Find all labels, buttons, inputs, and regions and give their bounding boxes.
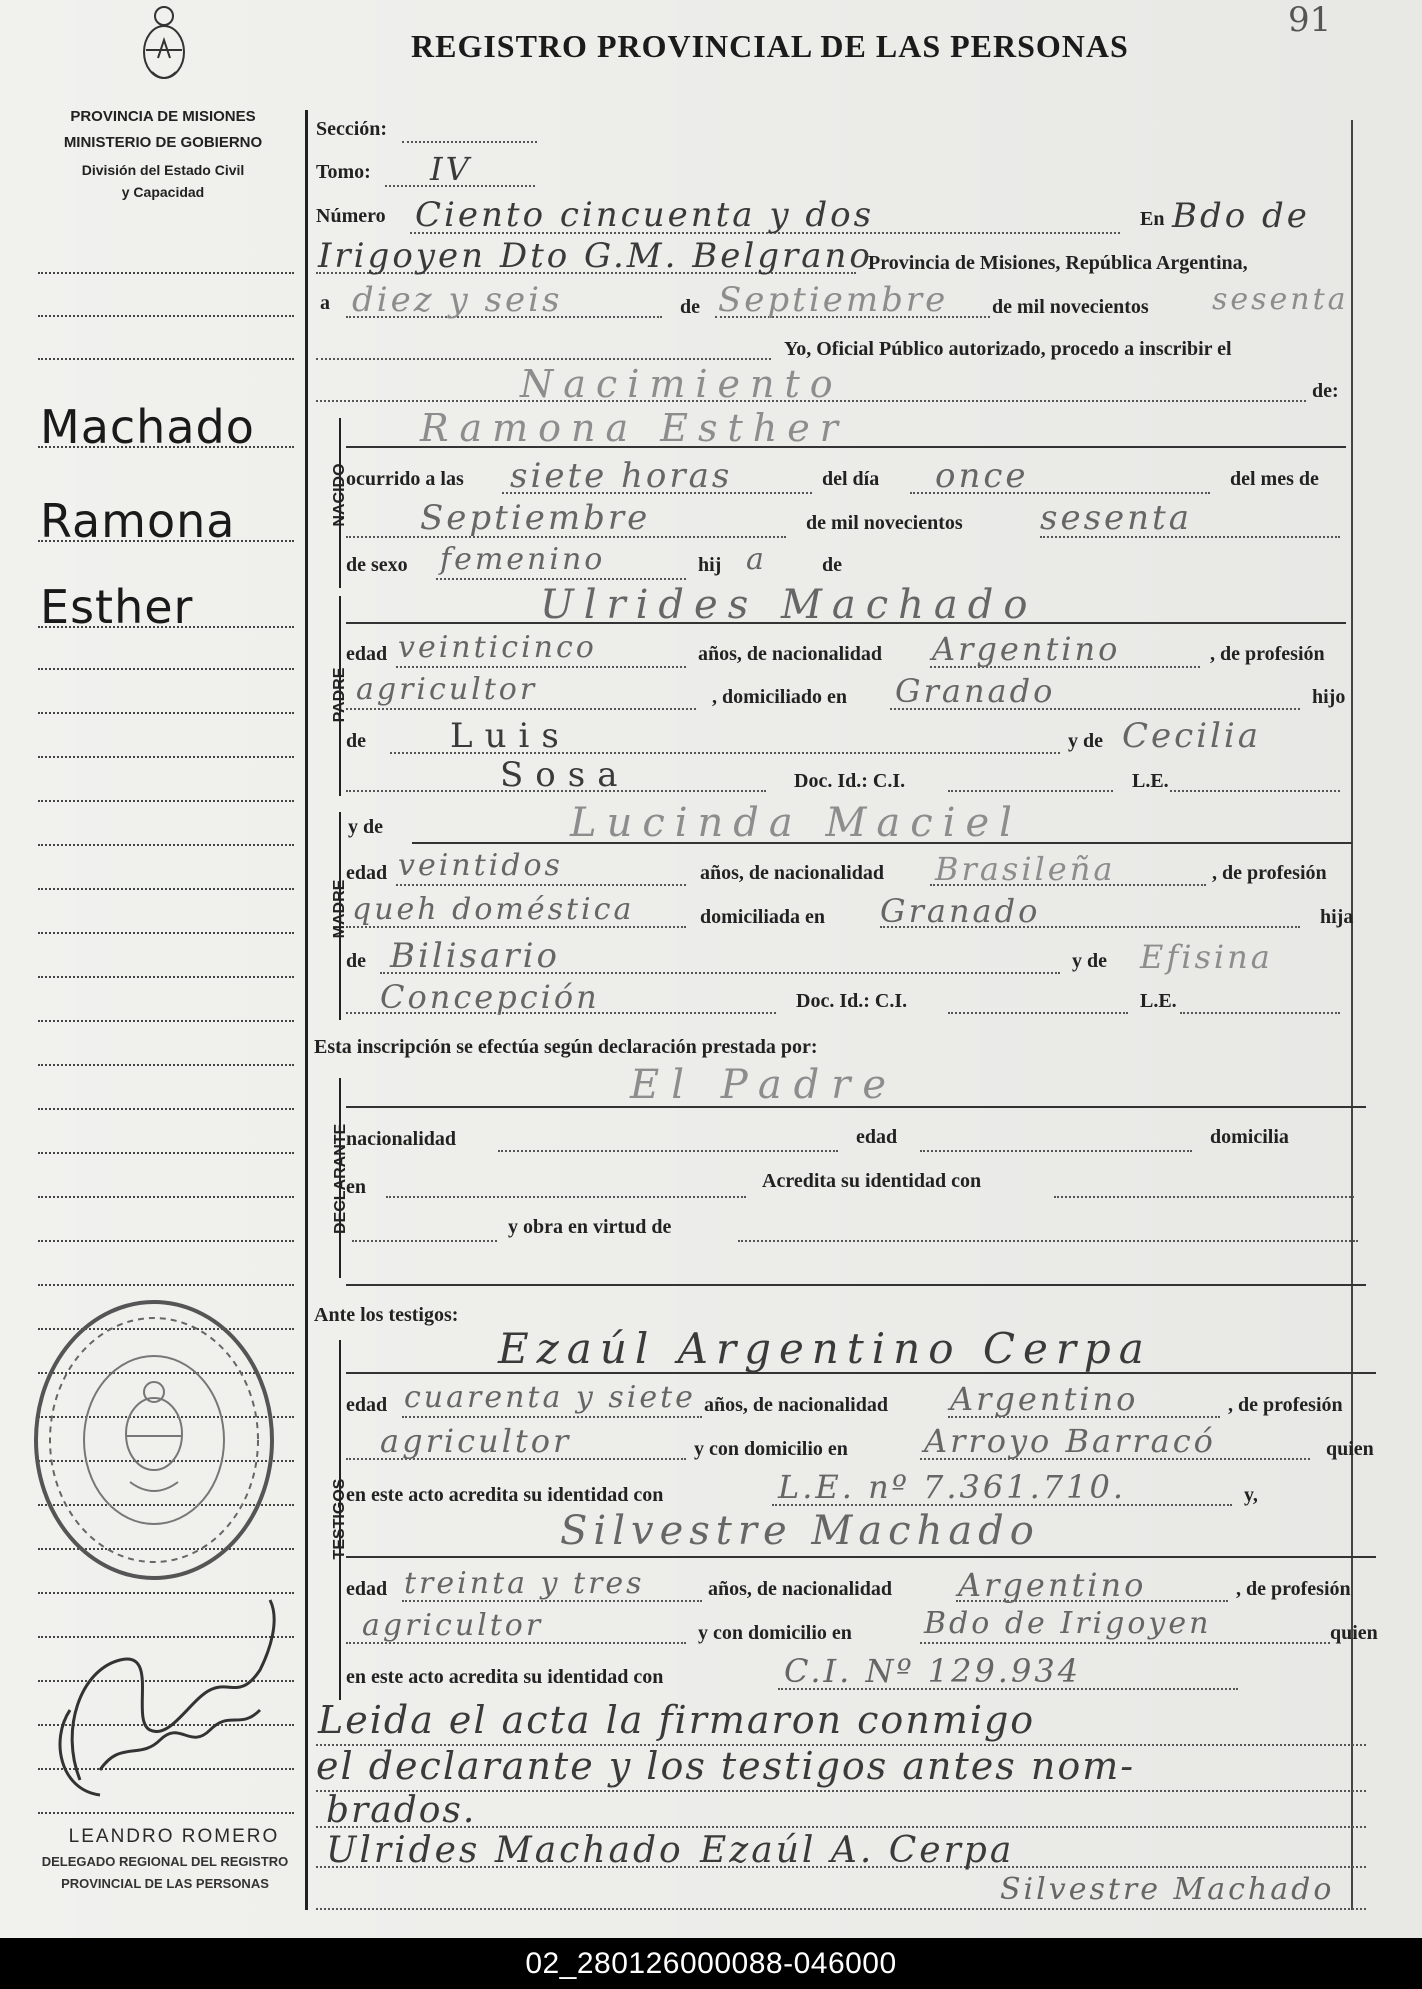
witness1-domicile-label: y con domicilio en xyxy=(694,1438,848,1460)
father-father-value: Luis xyxy=(450,716,571,756)
sex-value: femenino xyxy=(440,542,606,577)
margin-surname: Machado xyxy=(40,400,255,454)
father-name-value: Ulrides Machado xyxy=(540,582,1038,628)
witness2-age-value: treinta y tres xyxy=(404,1566,645,1601)
witness1-domicile-value: Arroyo Barracó xyxy=(924,1422,1216,1460)
witness1-age-value: cuarenta y siete xyxy=(404,1380,696,1415)
declarante-section-label: DECLARANTE xyxy=(332,1123,349,1234)
en-label: En xyxy=(1140,208,1165,230)
declarant-en-label: en xyxy=(346,1176,366,1198)
mother-y-de-label: y de xyxy=(348,816,383,838)
father-nationality-value: Argentino xyxy=(932,630,1121,668)
witness1-name-value: Ezaúl Argentino Cerpa xyxy=(498,1324,1152,1373)
mother-age-value: veintidos xyxy=(398,848,563,883)
declarant-value: El Padre xyxy=(630,1062,899,1108)
seccion-label: Sección: xyxy=(316,118,388,140)
closing-line-2: el declarante y los testigos antes nom- xyxy=(316,1744,1136,1788)
witness1-id-value: L.E. nº 7.361.710. xyxy=(778,1468,1126,1506)
declarant-nationality-label: nacionalidad xyxy=(346,1128,457,1150)
locality-value-2: Irigoyen Dto G.M. Belgrano xyxy=(318,236,873,276)
division-label-2: y Capacidad xyxy=(121,184,205,200)
father-nationality-label: años, de nacionalidad xyxy=(698,643,882,665)
witness2-profession-value: agricultor xyxy=(362,1608,544,1643)
father-y-de-label: y de xyxy=(1068,730,1103,752)
witness2-domicile-value: Bdo de Irigoyen xyxy=(924,1606,1212,1641)
officer-statement: Yo, Oficial Público autorizado, procedo a inscribir el xyxy=(784,338,1232,360)
father-mother-value: Cecilia xyxy=(1122,716,1262,756)
hij-label: hij xyxy=(698,554,722,576)
witness-y-label: y, xyxy=(1244,1484,1258,1506)
declarant-domicile-label: domicilia xyxy=(1210,1126,1289,1148)
mother-domicile-value: Granado xyxy=(880,892,1041,930)
de-label-2: de: xyxy=(1312,380,1339,402)
father-mother-surname-value: Sosa xyxy=(500,755,630,795)
margin-second-name: Esther xyxy=(40,580,194,634)
mother-doc-label: Doc. Id.: C.I. xyxy=(796,990,908,1012)
child-name-value: Ramona Esther xyxy=(420,406,848,450)
day-value: diez y seis xyxy=(352,280,563,320)
ministry-label: MINISTERIO DE GOBIERNO xyxy=(63,134,263,151)
file-id-text: 02_280126000088-046000 xyxy=(525,1947,897,1980)
division-label: División del Estado Civil xyxy=(81,162,245,178)
witness1-identity-label: en este acto acredita su identidad con xyxy=(346,1484,664,1506)
witness2-signature: Silvestre Machado xyxy=(1000,1872,1335,1907)
mother-domicile-label: domiciliada en xyxy=(700,906,826,928)
father-doc-label: Doc. Id.: C.I. xyxy=(794,770,906,792)
father-domicile-value: Granado xyxy=(895,672,1056,710)
father-age-value: veinticinco xyxy=(398,630,597,665)
closing-line-1: Leida el acta la firmaron conmigo xyxy=(318,1698,1036,1742)
mother-mother-surname-value: Concepción xyxy=(380,978,600,1016)
ocurrido-label: ocurrido a las xyxy=(346,468,464,490)
declarant-acredita-label: Acredita su identidad con xyxy=(762,1170,982,1192)
official-seal-icon xyxy=(30,1296,278,1584)
coat-of-arms-icon xyxy=(138,2,190,88)
father-de-label: de xyxy=(346,730,366,752)
witness2-quien-label: quien xyxy=(1330,1622,1378,1644)
witnesses-intro: Ante los testigos: xyxy=(314,1304,459,1326)
mother-hija-label: hija xyxy=(1320,906,1354,928)
closing-line-3: brados. xyxy=(326,1790,477,1831)
padre-section-label: PADRE xyxy=(331,667,348,723)
witness2-nationality-value: Argentino xyxy=(958,1566,1147,1604)
madre-section-label: MADRE xyxy=(331,879,348,939)
declaration-intro: Esta inscripción se efectúa según declaración prestada por: xyxy=(314,1036,818,1058)
father-profession-value: agricultor xyxy=(356,672,538,707)
declarant-age-label: edad xyxy=(856,1126,898,1148)
de-label-1: de xyxy=(680,296,700,318)
mother-y-de-2-label: y de xyxy=(1072,950,1107,972)
witness2-name-value: Silvestre Machado xyxy=(560,1508,1040,1554)
year-prefix-label: de mil novecientos xyxy=(992,296,1149,318)
official-title-1: DELEGADO REGIONAL DEL REGISTRO xyxy=(41,1854,289,1869)
mother-name-value: Lucinda Maciel xyxy=(570,800,1022,846)
mother-nationality-label: años, de nacionalidad xyxy=(700,862,884,884)
numero-label: Número xyxy=(316,205,386,227)
witness2-domicile-label: y con domicilio en xyxy=(698,1622,852,1644)
witness1-quien-label: quien xyxy=(1326,1438,1374,1460)
father-edad-label: edad xyxy=(346,643,388,665)
page-number: 91 xyxy=(1288,0,1332,40)
act-type-value: Nacimiento xyxy=(520,362,843,406)
del-mes-label: del mes de xyxy=(1230,468,1319,490)
year-value: sesenta xyxy=(1212,282,1349,317)
witness1-edad-label: edad xyxy=(346,1394,388,1416)
numero-value: Ciento cincuenta y dos xyxy=(415,195,875,235)
locality-value-1: Bdo de xyxy=(1172,196,1310,236)
witness2-profession-label: , de profesión xyxy=(1236,1578,1351,1600)
month-value: Septiembre xyxy=(718,280,949,320)
file-id-bar xyxy=(0,1938,1422,1989)
de-sexo-label: de sexo xyxy=(346,554,408,576)
witness1-nationality-label: años, de nacionalidad xyxy=(704,1394,888,1416)
mother-de-label: de xyxy=(346,950,366,972)
hour-value: siete horas xyxy=(510,456,733,496)
father-hijo-label: hijo xyxy=(1312,686,1346,708)
tomo-value: IV xyxy=(430,150,472,188)
mother-edad-label: edad xyxy=(346,862,388,884)
witness2-id-value: C.I. Nº 129.934 xyxy=(784,1652,1082,1690)
mother-profession-value: queh doméstica xyxy=(352,892,635,927)
hij-suffix-value: a xyxy=(746,542,767,577)
mother-le-label: L.E. xyxy=(1140,990,1177,1012)
father-le-label: L.E. xyxy=(1132,770,1169,792)
province-republic-label: Provincia de Misiones, República Argentina, xyxy=(868,252,1248,274)
official-title-2: PROVINCIAL DE LAS PERSONAS xyxy=(61,1876,269,1891)
province-label: PROVINCIA DE MISIONES xyxy=(70,108,256,125)
a-label: a xyxy=(320,292,330,314)
father-profession-label: , de profesión xyxy=(1210,643,1325,665)
nacido-section-label: NACIDO xyxy=(331,463,348,527)
de-label-3: de xyxy=(822,554,842,576)
witness2-identity-label: en este acto acredita su identidad con xyxy=(346,1666,664,1688)
margin-first-name: Ramona xyxy=(40,494,236,548)
mother-father-value: Bilisario xyxy=(390,936,560,976)
birth-day-value: once xyxy=(935,456,1029,496)
mother-nationality-value: Brasileña xyxy=(935,850,1116,888)
del-dia-label: del día xyxy=(822,468,880,490)
birth-month-value: Septiembre xyxy=(420,498,651,538)
witness2-nationality-label: años, de nacionalidad xyxy=(708,1578,892,1600)
declarant-virtud-label: y obra en virtud de xyxy=(508,1216,672,1238)
witness2-edad-label: edad xyxy=(346,1578,388,1600)
witness1-signature: Ezaúl A. Cerpa xyxy=(700,1830,1015,1871)
official-signature-icon xyxy=(40,1580,290,1810)
witness1-profession-label: , de profesión xyxy=(1228,1394,1343,1416)
document-title: REGISTRO PROVINCIAL DE LAS PERSONAS xyxy=(411,28,1129,64)
witness1-profession-value: agricultor xyxy=(380,1422,572,1460)
birth-year-value: sesenta xyxy=(1040,498,1192,538)
mother-mother-value: Efisina xyxy=(1140,938,1273,976)
testigos-section-label: TESTIGOS xyxy=(331,1478,348,1560)
tomo-label: Tomo: xyxy=(316,161,371,183)
declarant-signature: Ulrides Machado xyxy=(326,1830,684,1871)
birth-year-prefix: de mil novecientos xyxy=(806,512,963,534)
official-name: LEANDRO ROMERO xyxy=(68,1826,280,1847)
father-domicile-label: , domiciliado en xyxy=(712,686,848,708)
mother-profession-label: , de profesión xyxy=(1212,862,1327,884)
witness1-nationality-value: Argentino xyxy=(950,1380,1139,1418)
